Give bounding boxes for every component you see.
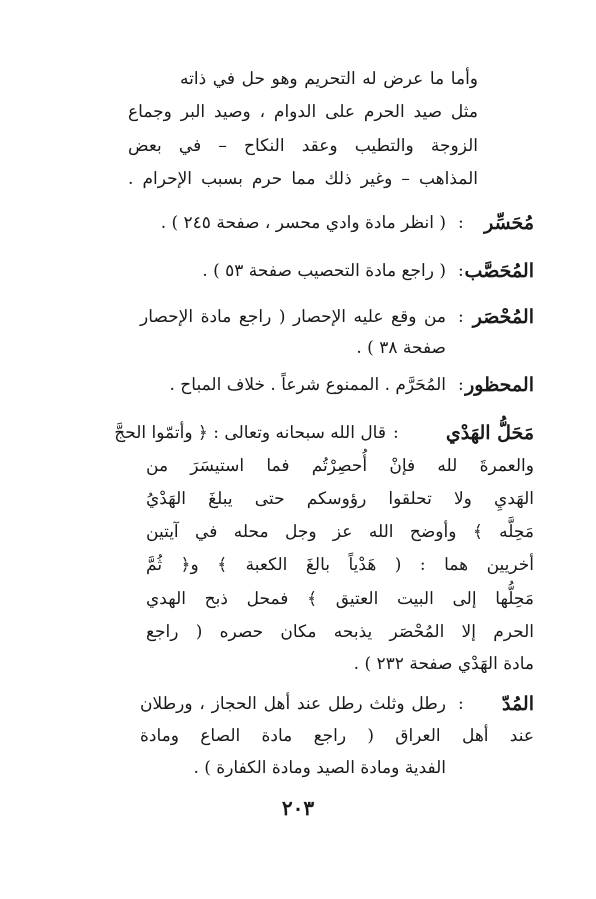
entry-colon: : xyxy=(393,423,399,443)
entry-text: مادة الهَدْي صفحة ٢٣٢ ) . xyxy=(353,654,534,674)
entry-text: الحرم إلا المُحْصَر يذبحه مكان حصره ( راجع xyxy=(146,622,534,642)
entry-text: مَحِلَّه ﴾ وأوضح الله عز وجل محله في آيتين xyxy=(146,522,534,542)
entry-text: رطل وثلث رطل عند أهل الحجاز ، ورطلان xyxy=(140,694,446,714)
entry-text: ( انظر مادة وادي محسر ، صفحة ٢٤٥ ) . xyxy=(160,213,446,233)
entry-text: قال الله سبحانه وتعالى : ﴿ وأتمّوا الحجَّ xyxy=(114,423,386,443)
entry-text: من وقع عليه الإحصار ( راجع مادة الإحصار xyxy=(140,307,446,327)
entry-text: صفحة ٣٨ ) . xyxy=(356,338,446,358)
entry-text: المُحَرَّم . الممنوع شرعاً . خلاف المباح . xyxy=(169,375,446,395)
intro-line-3: الزوجة والتطيب وعقد النكاح – في بعض xyxy=(128,136,478,156)
entry-colon: : xyxy=(458,261,464,281)
entry-term-mahzur: المحظور xyxy=(465,374,534,396)
entry-text: ( راجع مادة التحصيب صفحة ٥٣ ) . xyxy=(202,261,446,281)
entry-term-muhsar: المُحْصَر xyxy=(472,306,534,328)
intro-line-1: وأما ما عرض له التحريم وهو حل في ذاته xyxy=(180,69,478,89)
entry-text: أخريين هما : ( هَدْياً بالغَ الكعبة ﴾ و﴿ ثُمَّ xyxy=(146,555,534,575)
entry-colon: : xyxy=(458,213,464,233)
entry-term-muhassir: مُحَسِّر xyxy=(484,212,534,234)
entry-term-mudd: المُدّ xyxy=(501,693,534,715)
entry-colon: : xyxy=(458,307,464,327)
entry-colon: : xyxy=(458,694,464,714)
entry-term-muhassab: المُحَصَّب xyxy=(464,260,534,282)
intro-line-4: المذاهب – وغير ذلك مما حرم بسبب الإحرام . xyxy=(128,169,478,189)
entry-term-mahal-alhady: مَحَلُّ الهَدْي xyxy=(445,422,534,444)
entry-text: الفدية ومادة الصيد ومادة الكفارة ) . xyxy=(193,758,446,778)
entry-text: الهَديِ ولا تحلقوا رؤوسكم حتى يبلغَ الهَدْيُ xyxy=(146,489,534,509)
entry-text: والعمرةَ لله فإنْ أُحصِرْتُم فما استيسَرَ من xyxy=(146,456,534,476)
entry-text: مَحِلُّها إلى البيت العتيق ﴾ فمحل ذبح الهدي xyxy=(146,589,534,609)
page-number: ٢٠٣ xyxy=(281,796,315,820)
entry-text: عند أهل العراق ( راجع مادة الصاع ومادة xyxy=(140,726,534,746)
entry-colon: : xyxy=(458,375,464,395)
intro-line-2: مثل صيد الحرم على الدوام ، وصيد البر وجماع xyxy=(128,102,478,122)
